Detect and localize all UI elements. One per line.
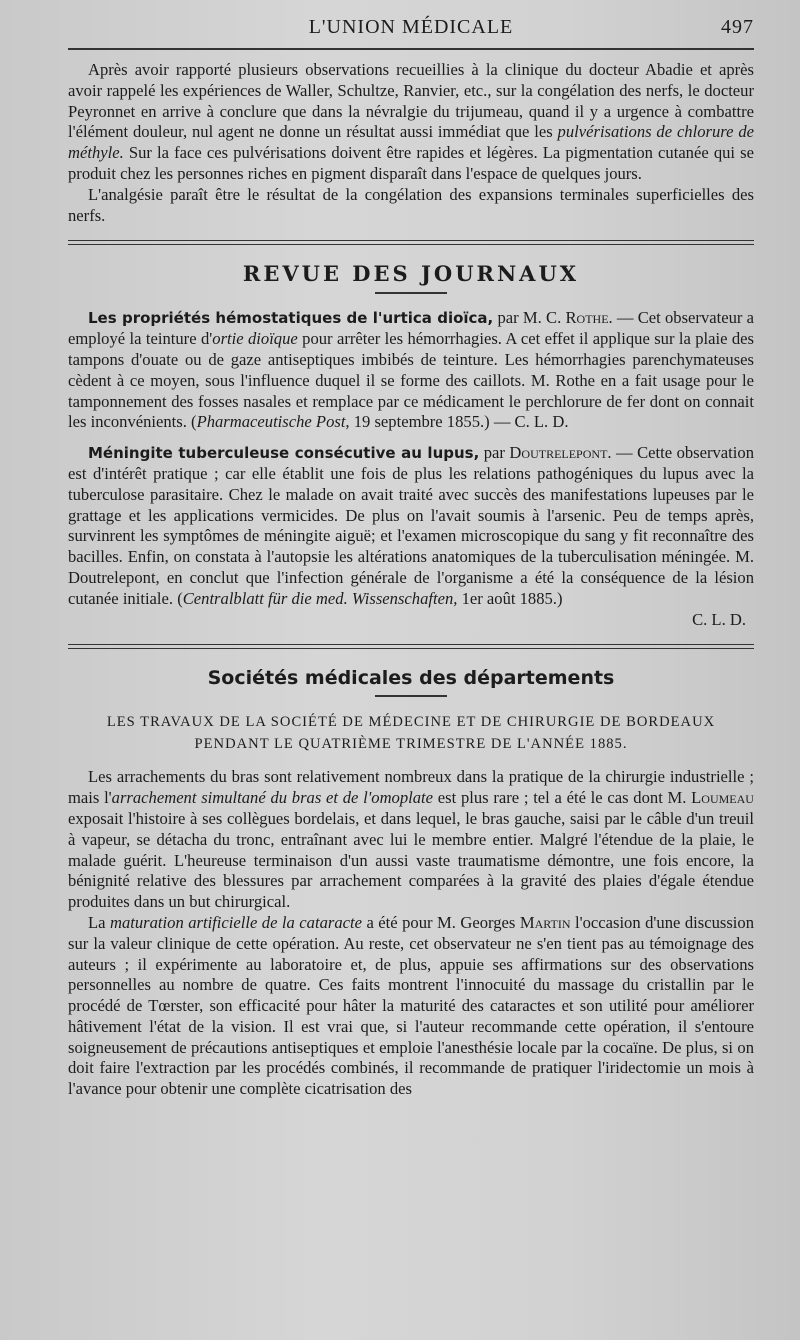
intro-emphasis: pulvérisations de chlorure de méthyle.: [68, 122, 754, 163]
article-body: . — Cet observateur a employé la teinture d': [68, 308, 754, 349]
section-title-revue: REVUE DES JOURNAUX: [242, 261, 580, 287]
intro-text-cont: Sur la face ces pulvérisations doivent être rapides et légères. La pigmentation cutanée qui se produit chez les personnes riches en pigment disparaît dans l'espace de quelques jours.: [68, 143, 754, 183]
article-signature: C. L. D.: [692, 609, 746, 629]
body-text-cont: est plus rare ; tel a été le cas dont M.: [433, 788, 692, 808]
article-urtica: [68, 308, 754, 433]
section-subheading: LES TRAVAUX DE LA SOCIÉTÉ DE MÉDECINE ET DE CHIRURGIE DE BORDEAUX PENDANT LE QUATRIÈME TRIMESTRE DE L'ANNÉE 1885.: [106, 714, 716, 753]
article-meningite: [68, 443, 754, 609]
journal-title: L'UNION MÉDICALE: [308, 16, 514, 38]
article-body-end: 19 septembre 1855.) — C. L. D.: [349, 412, 569, 432]
running-head: [68, 12, 754, 42]
article-author: Doutrelepont: [509, 443, 608, 463]
societes-paragraph-1: [68, 767, 754, 913]
article-title: Méningite tuberculeuse consécutive au lupus,: [88, 444, 480, 463]
author-name: Martin: [519, 912, 571, 932]
page-number: 497: [721, 16, 754, 38]
intro-paragraph-1: [68, 60, 754, 185]
article-source: Centralblatt für die med. Wissenschaften,: [182, 588, 458, 608]
author-name: Loumeau: [691, 788, 754, 808]
article-source: Pharmaceutische Post,: [196, 412, 350, 432]
intro-paragraph-2: L'analgésie paraît être le résultat de la congélation des expansions terminales superficielles des nerfs.: [68, 184, 754, 225]
body-text-end: l'occasion d'une discussion sur la valeur clinique de cette opération. Au reste, cet observateur ne s'en tient pas au témoignage des auteurs ; il expérimente au laboratoire et, de plus, appuie ses affirmations sur des observations personnelles au nombre de quatre. Ces faits montrent l'innocuité du massage du cristallin par le procédé de Tœrster, son efficacité pour hâter la maturité des cataractes et son utilité pour améliorer hâtivement l'état de la vision. Il est vrai que, si l'auteur recommande cette opération, il s'entoure soigneusement de précautions antiseptiques et emploie l'anesthésie locale par la cocaïne. De plus, si on doit faire l'extraction par les procédés combinés, il recommande de pratiquer l'iridectomie un mois à l'avance pour obtenir une complète cicatrisation des: [68, 912, 754, 1099]
article-byline: par M. C.: [493, 308, 566, 328]
body-emphasis: arrachement simultané du bras et de l'omoplate: [111, 788, 434, 808]
section-divider: [68, 240, 754, 245]
article-body: . — Cette observation est d'intérêt pratique ; car elle établit une fois de plus les relations pathogéniques du lupus avec la tuberculose parasitaire. Chez le malade on avait traité avec succès des manifestations lupeuses par le grattage et les applications vermicides. De plus on l'avait soumis à l'arsenic. Peu de temps après, survinrent les symptômes de méningite aiguë; et l'examen microscopique du sang y fit reconnaître des bacilles. Enfin, on constata à l'autopsie les altérations anatomiques de la tuberculisation méningée. M. Doutrelepont, en conclut que l'infection générale de l'organisme a été la conséquence de la lésion cutanée initiale. (: [68, 443, 754, 608]
article-emphasis: ortie dioïque: [212, 329, 298, 349]
title-underline: [375, 695, 447, 697]
section-divider: [68, 644, 754, 649]
intro-text: Après avoir rapporté plusieurs observations recueillies à la clinique du docteur Abadie et après avoir rappelé les expériences de Waller, Schultze, Ranvier, etc., sur la congélation des nerfs, le docteur Peyronnet en arrive à conclure que dans la névralgie du trijumeau, quand il y a urgence à combattre l'élément douleur, nul agent ne donne un résultat aussi immédiat que les: [68, 60, 754, 142]
body-text-end: exposait l'histoire à ses collègues bordelais, et dans lequel, le bras gauche, saisi par le câble d'un treuil à vapeur, se détacha du tronc, entraînant avec lui le membre entier. Malgré l'étendue de la plaie, le malade guérit. L'heureuse terminaison d'un aussi vaste traumatisme démontre, une fois encore, la bénignité relative des blessures par arrachement comparées à la gravité des plaies d'égale étendue produites dans un but chirurgical.: [68, 808, 754, 912]
article-body-end: 1er août 1885.): [457, 588, 563, 608]
body-text-cont: a été pour M. Georges: [361, 912, 520, 932]
body-emphasis: maturation artificielle de la cataracte: [109, 912, 362, 932]
article-author: Rothe: [565, 308, 609, 328]
section-title-societes: Sociétés médicales des départements: [207, 667, 615, 690]
body-text: Les arrachements du bras sont relativement nombreux dans la pratique de la chirurgie industrielle ; mais l': [68, 767, 754, 808]
article-body-cont: pour arrêter les hémorrhagies. A cet effet il applique sur la plaie des tampons d'ouate ou de gaze antiseptiques imbibés de teinture. Les hémorrhagies parenchymateuses cèdent à ce moyen, sous l'influence duquel il se forme des caillots. M. Rothe en a fait usage pour le tamponnement des fosses nasales et remplace par ce médicament le perchlorure de fer dont on connait les inconvénients. (: [68, 329, 755, 432]
body-text: La: [88, 912, 110, 932]
header-rule: [68, 48, 754, 50]
article-title: Les propriétés hémostatiques de l'urtica dioïca,: [88, 309, 494, 328]
title-underline: [375, 292, 447, 294]
societes-paragraph-2: [68, 913, 754, 1100]
article-byline: par: [479, 443, 510, 463]
